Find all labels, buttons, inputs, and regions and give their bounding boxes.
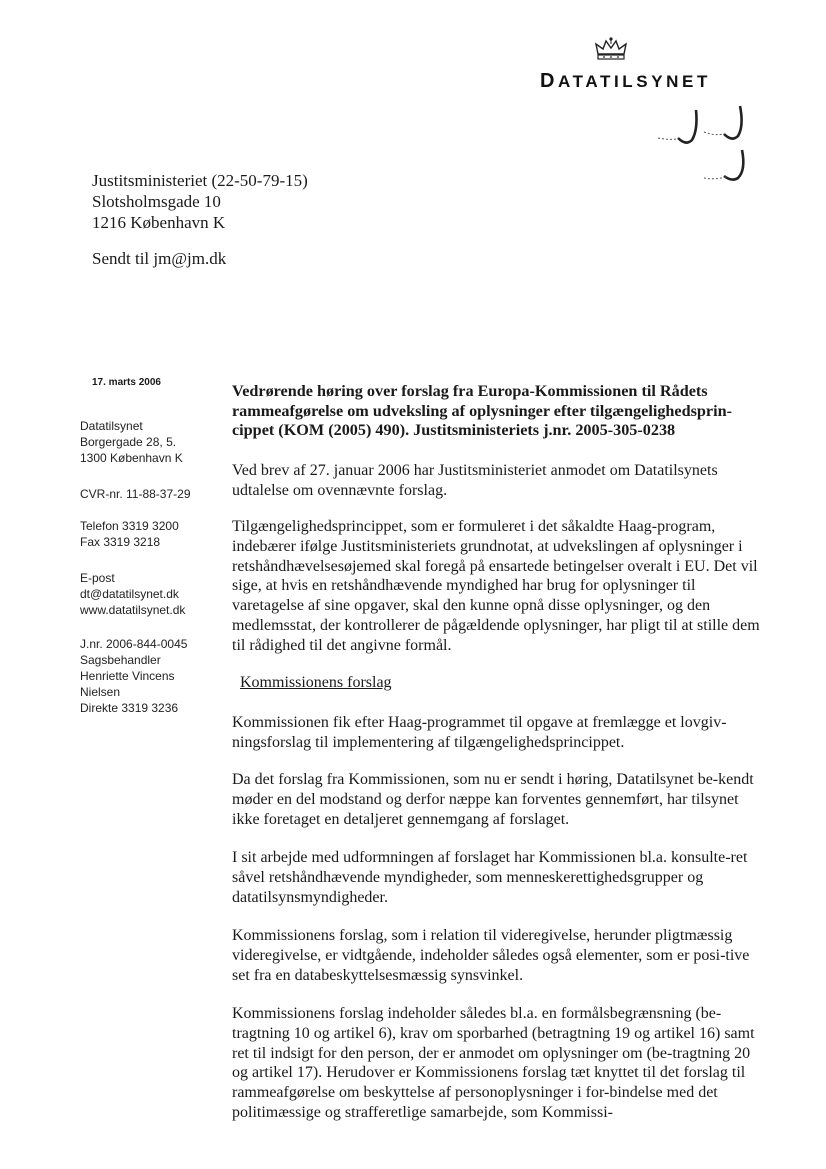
case-handler-name: Henriette Vincens — [80, 669, 175, 683]
phone-number: Telefon 3319 3200 — [80, 519, 179, 533]
email-address: dt@datatilsynet.dk — [80, 587, 179, 601]
sent-to-line: Sendt til jm@jm.dk — [92, 249, 227, 268]
recipient-line: Slotsholmsgade 10 — [92, 192, 221, 211]
fax-number: Fax 3319 3218 — [80, 535, 161, 549]
paragraph: Ved brev af 27. januar 2006 har Justitsministeriet anmodet om Datatilsynets udtalelse om ovennævnte forslag. — [232, 462, 718, 499]
recipient-address — [92, 170, 308, 233]
paragraph: Tilgængelighedsprincippet, som er formuleret i det såkaldte Haag-program, indebærer ifølge Justitsministeriets grundnotat, at udvekslingen af oplysninger i retshåndhævelsesøjemed skal foregå på ensartede betingelser overalt i EU. Det vil sige, at hvis en retshåndhævende myndighed har brug for oplysninger til varetagelse af sine opgaver, skal den kunne opnå disse oplysninger, og den medlemsstat, der kontrollerer de pågældende oplysninger, har pligt til at stille dem til rådighed til det angivne formål. — [232, 518, 760, 654]
paragraph: Kommissionens forslag, som i relation til videregivelse, herunder pligtmæssig videregivelse, er vidtgående, indeholder således også elementer, som er posi-tive set fra en databeskyttelsesmæssig synsvinkel. — [232, 927, 750, 984]
case-info — [80, 636, 230, 716]
signature-icon — [640, 100, 770, 200]
letter-subject: Vedrørende høring over forslag fra Europa-Kommissionen til Rådets rammeafgørelse om udveksling af oplysninger efter tilgængelighedsprin-cippet (KOM (2005) 490). Justitsministeriets j.nr. 2005-305-0238 — [232, 382, 732, 440]
website-address: www.datatilsynet.dk — [80, 603, 186, 617]
sender-address — [80, 418, 230, 466]
direct-phone: Direkte 3319 3236 — [80, 701, 179, 715]
crown-icon — [592, 36, 630, 68]
brand-wordmark: DATATILSYNET — [540, 70, 711, 92]
paragraph: I sit arbejde med udformningen af forslaget har Kommissionen bl.a. konsulte-ret såvel retshåndhævende myndigheder, som menneskerettighedsgrupper og datatilsynsmyndigheder. — [232, 849, 748, 906]
email-label: E-post — [80, 571, 115, 585]
sender-address-line: Borgergade 28, 5. — [80, 435, 177, 449]
paragraph: Kommissionen fik efter Haag-programmet til opgave at fremlægge et lovgiv-ningsforslag til implementering af tilgængelighedsprincippet. — [232, 714, 727, 751]
letter-date: 17. marts 2006 — [92, 377, 161, 388]
recipient-line: 1216 København K — [92, 213, 226, 232]
section-heading: Kommissionens forslag — [240, 674, 392, 691]
recipient-line: Justitsministeriet (22-50-79-15) — [92, 171, 308, 190]
paragraph: Kommissionens forslag indeholder således bl.a. en formålsbegrænsning (be-tragtning 10 og artikel 6), krav om sporbarhed (betragtning 19 og artikel 16) samt ret til indsigt for den person, der er anmodet om oplysninger om (be-tragtning 20 og artikel 17). Herudover er Kommissionens forslag tæt knyttet til det forslag til rammeafgørelse om beskyttelse af personoplysninger i for-bindelse med det politimæssige og strafferetlige samarbejde, som Kommissi- — [232, 1005, 755, 1121]
cvr-number: CVR-nr. 11-88-37-29 — [80, 487, 191, 501]
case-handler-label: Sagsbehandler — [80, 653, 161, 667]
journal-number: J.nr. 2006-844-0045 — [80, 637, 188, 651]
sender-address-line: 1300 København K — [80, 451, 183, 465]
paragraph: Da det forslag fra Kommissionen, som nu er sendt i høring, Datatilsynet be-kendt møder en del modstand og derfor næppe kan forventes gennemført, har tilsynet ikke foretaget en detaljeret gennemgang af forslaget. — [232, 771, 754, 828]
case-handler-name: Nielsen — [80, 685, 121, 699]
contact-phones — [80, 518, 230, 550]
contact-online — [80, 570, 230, 618]
sender-org: Datatilsynet — [80, 419, 143, 433]
